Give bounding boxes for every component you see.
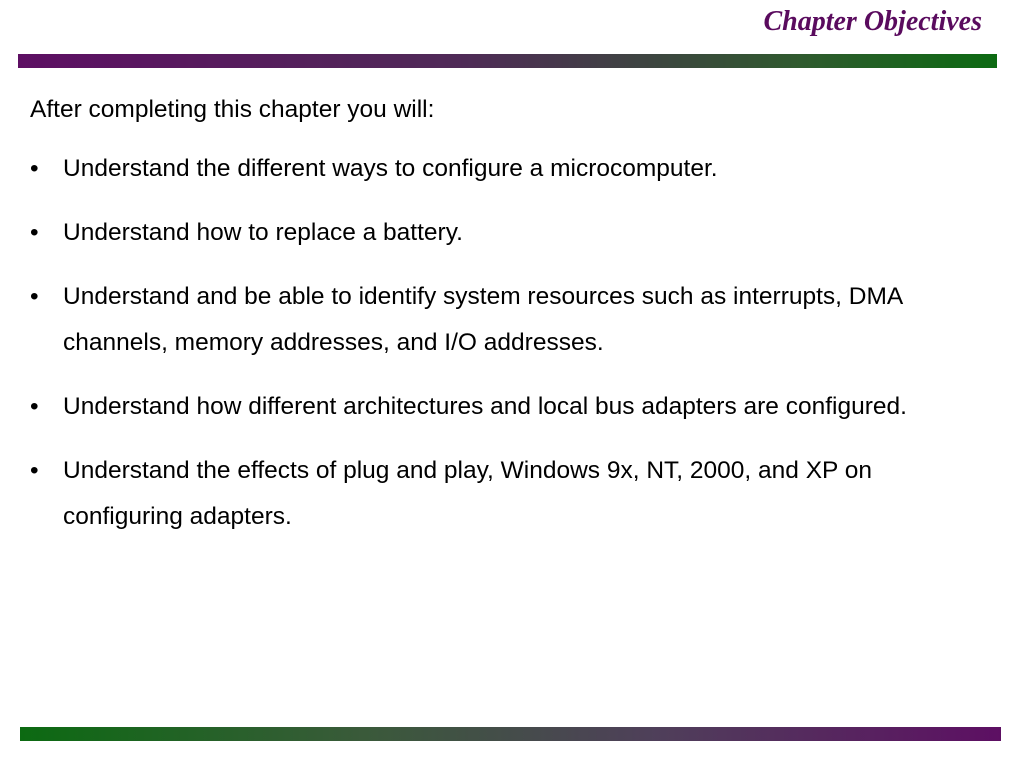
bullet-icon: • <box>30 393 39 420</box>
objective-item <box>30 384 980 430</box>
bullet-icon: • <box>30 219 39 246</box>
objective-text: Understand the different ways to configure a microcomputer. <box>63 155 718 182</box>
bottom-gradient-bar <box>20 727 1001 741</box>
slide-title: Chapter Objectives <box>763 6 982 37</box>
bullet-icon: • <box>30 457 39 484</box>
objective-text: Understand the effects of plug and play, Windows 9x, NT, 2000, and XP on configuring adapters. <box>63 457 873 530</box>
intro-text: After completing this chapter you will: <box>30 96 435 123</box>
objectives-list <box>30 146 980 540</box>
bullet-icon: • <box>30 283 39 310</box>
objective-text: Understand how to replace a battery. <box>63 219 463 246</box>
objective-text: Understand how different architectures and local bus adapters are configured. <box>63 393 907 420</box>
objective-item <box>30 146 980 192</box>
bullet-icon: • <box>30 155 39 182</box>
objective-item <box>30 274 980 366</box>
objective-item <box>30 448 980 540</box>
objective-text: Understand and be able to identify system resources such as interrupts, DMA channels, memory addresses, and I/O addresses. <box>63 283 902 356</box>
slide-body <box>30 92 980 558</box>
top-gradient-bar <box>18 54 997 68</box>
objective-item <box>30 210 980 256</box>
